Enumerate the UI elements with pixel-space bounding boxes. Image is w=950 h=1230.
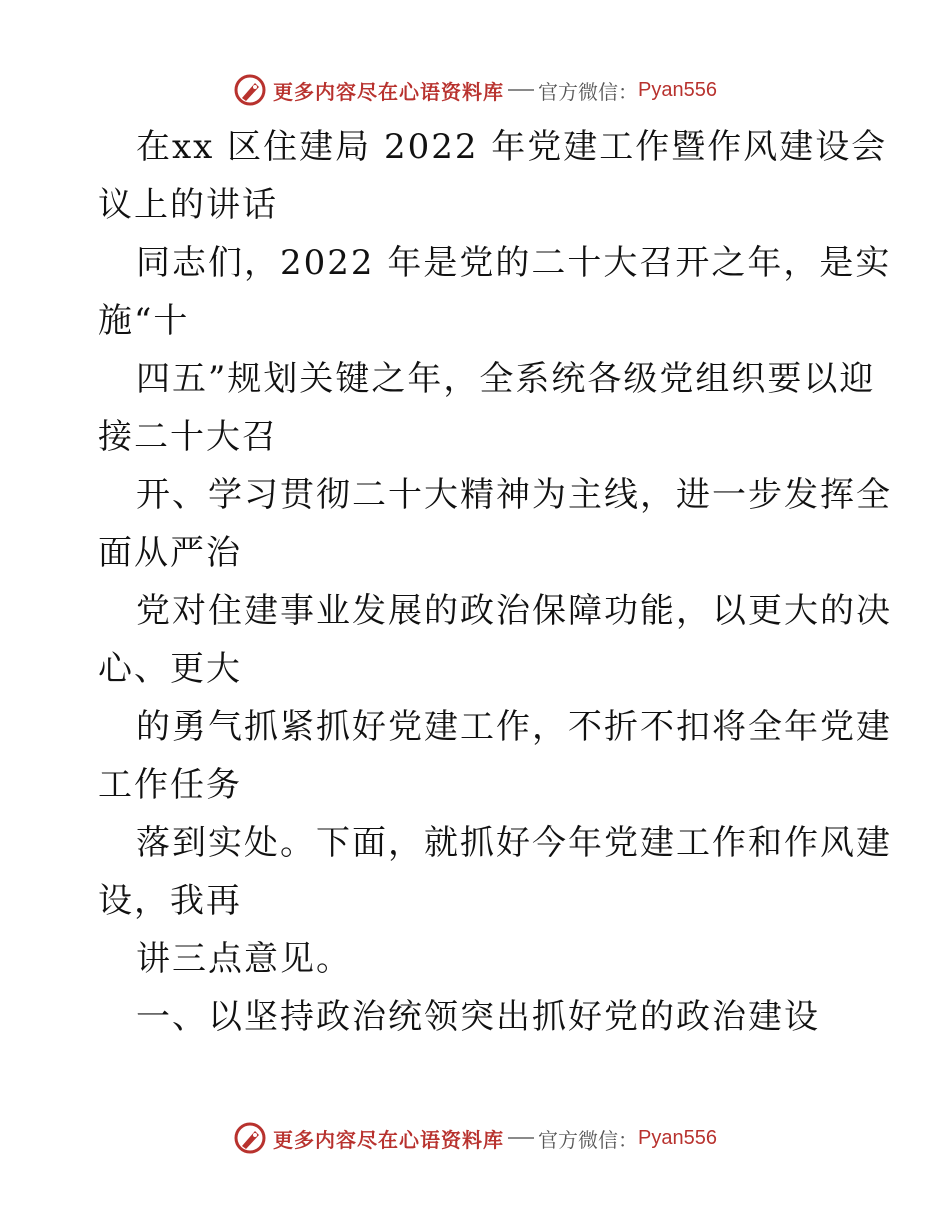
watermark-dash	[508, 1137, 534, 1139]
paragraph-line: 讲三点意见。	[136, 939, 352, 979]
watermark-dash	[508, 89, 534, 91]
watermark-wechat-id: Pyan556	[638, 78, 717, 101]
paragraph-line: 设，我再	[98, 881, 242, 921]
watermark-wechat-id: Pyan556	[638, 1126, 717, 1149]
paragraph-line: 心、更大	[98, 649, 242, 689]
paragraph-line: 同志们，2022 年是党的二十大召开之年，是实	[136, 243, 892, 283]
paragraph-line: 工作任务	[98, 765, 242, 805]
watermark-wechat-label: 官方微信：	[538, 1127, 639, 1152]
paragraph-line: 接二十大召	[98, 417, 278, 457]
paragraph-line: 四五”规划关键之年，全系统各级党组织要以迎	[136, 359, 876, 399]
paragraph-line: 的勇气抓紧抓好党建工作，不折不扣将全年党建	[136, 707, 892, 747]
section-heading: 一、以坚持政治统领突出抓好党的政治建设	[136, 997, 820, 1037]
header-watermark	[0, 70, 950, 110]
paragraph-line: 开、学习贯彻二十大精神为主线，进一步发挥全	[136, 475, 892, 515]
watermark-brand-text: 更多内容尽在心语资料库	[273, 79, 505, 104]
title-line-1: 在xx 区住建局 2022 年党建工作暨作风建设会	[136, 127, 888, 167]
pen-nib-logo-icon	[233, 1121, 267, 1155]
document-body	[98, 118, 892, 1046]
watermark-brand-text: 更多内容尽在心语资料库	[273, 1127, 505, 1152]
paragraph-line: 面从严治	[98, 533, 242, 573]
paragraph-line: 施“十	[98, 301, 190, 341]
pen-nib-logo-icon	[233, 73, 267, 107]
watermark-wechat-label: 官方微信：	[538, 79, 639, 104]
paragraph-line: 落到实处。下面，就抓好今年党建工作和作风建	[136, 823, 892, 863]
paragraph-line: 党对住建事业发展的政治保障功能，以更大的决	[136, 591, 892, 631]
title-line-2: 议上的讲话	[98, 185, 278, 225]
footer-watermark	[0, 1118, 950, 1158]
